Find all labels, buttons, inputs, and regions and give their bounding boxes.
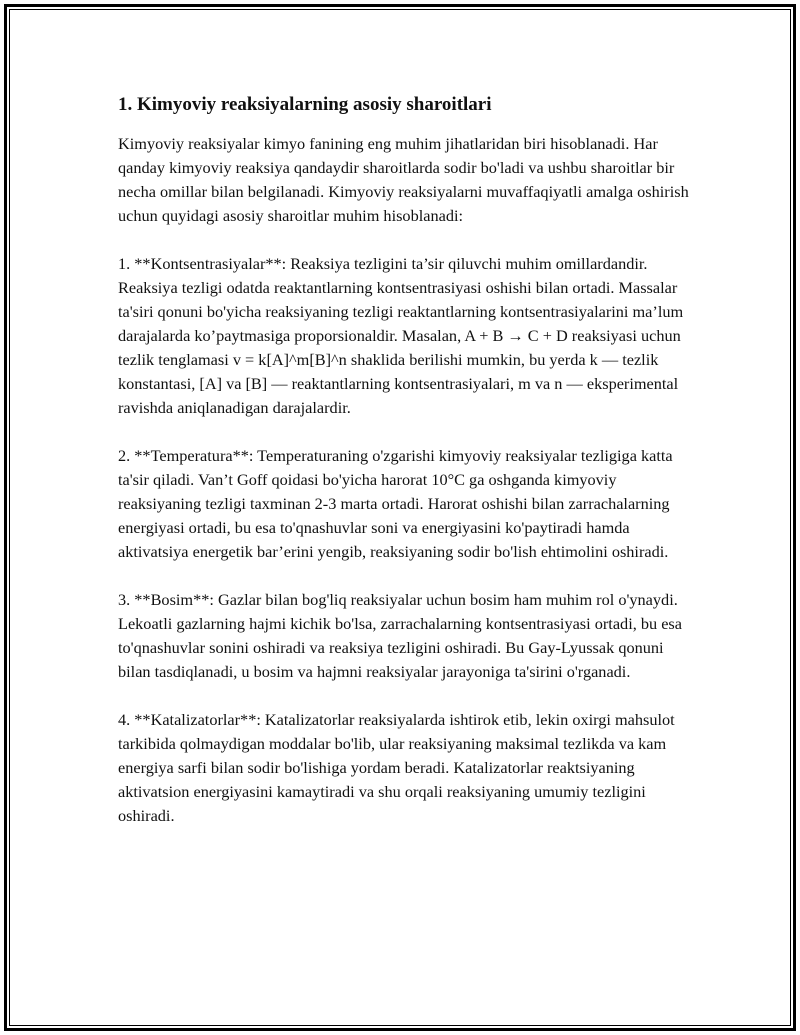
intro-paragraph: Kimyoviy reaksiyalar kimyo fanining eng muhim jihatlaridan biri hisoblanadi. Har qanday kimyoviy reaksiya qandaydir sharoitlarda sodir bo'ladi va ushbu sharoitlar bir necha omillar bilan belgilanadi. Kimyoviy reaksiyalarni muvaffaqiyatli amalga oshirish uchun quyidagi asosiy sharoitlar muhim hisoblanadi: bbox=[118, 134, 689, 225]
document-body bbox=[118, 92, 698, 852]
section-heading: 1. Kimyoviy reaksiyalarning asosiy sharoitlari bbox=[118, 94, 492, 115]
paragraph-catalysts: 4. **Katalizatorlar**: Katalizatorlar reaksiyalarda ishtirok etib, lekin oxirgi mahsulot tarkibida qolmaydigan moddalar bo'lib, ular reaksiyaning maksimal tezlikda va kam energiya sarfi bilan sodir bo'lishiga yordam beradi. Katalizatorlar reaktsiyaning aktivatsion energiyasini kamaytiradi va shu orqali reaksiyaning umumiy tezligini oshiradi. bbox=[118, 710, 675, 825]
paragraph-temperature: 2. **Temperatura**: Temperaturaning o'zgarishi kimyoviy reaksiyalar tezligiga katta ta'sir qiladi. Van’t Goff qoidasi bo'yicha harorat 10°C ga oshganda kimyoviy reaksiyaning tezligi taxminan 2-3 marta ortadi. Harorat oshishi bilan zarrachalarning energiyasi ortadi, bu esa to'qnashuvlar soni va energiyasini ko'paytiradi hamda aktivatsiya energetik bar’erini yengib, reaksiyaning sodir bo'lish ehtimolini oshiradi. bbox=[118, 446, 673, 561]
paragraph-concentrations: 1. **Kontsentrasiyalar**: Reaksiya tezligini ta’sir qiluvchi muhim omillardandir. Reaksiya tezligi odatda reaktantlarning kontsentrasiyasi oshishi bilan ortadi. Massalar ta'siri qonuni bo'yicha reaksiyaning tezligi reaktantlarning kontsentrasiyalarini ma’lum darajalarda ko’paytmasiga proporsionaldir. Masalan, A + B → C + D reaksiyasi uchun tezlik tenglamasi v = k[A]^m[B]^n shaklida berilishi mumkin, bu yerda k — tezlik konstantasi, [A] va [B] — reaktantlarning kontsentrasiyalari, m va n — eksperimental ravishda aniqlanadigan darajalardir. bbox=[118, 254, 684, 417]
paragraph-pressure: 3. **Bosim**: Gazlar bilan bog'liq reaksiyalar uchun bosim ham muhim rol o'ynaydi. Lekoatli gazlarning hajmi kichik bo'lsa, zarrachalarning kontsentrasiyasi ortadi, bu esa to'qnashuvlar sonini oshiradi va reaksiya tezligini oshiradi. Bu Gay-Lyussak qonuni bilan tasdiqlanadi, u bosim va hajmni reaksiyalar jarayoniga ta'sirini o'rganadi. bbox=[118, 590, 682, 681]
